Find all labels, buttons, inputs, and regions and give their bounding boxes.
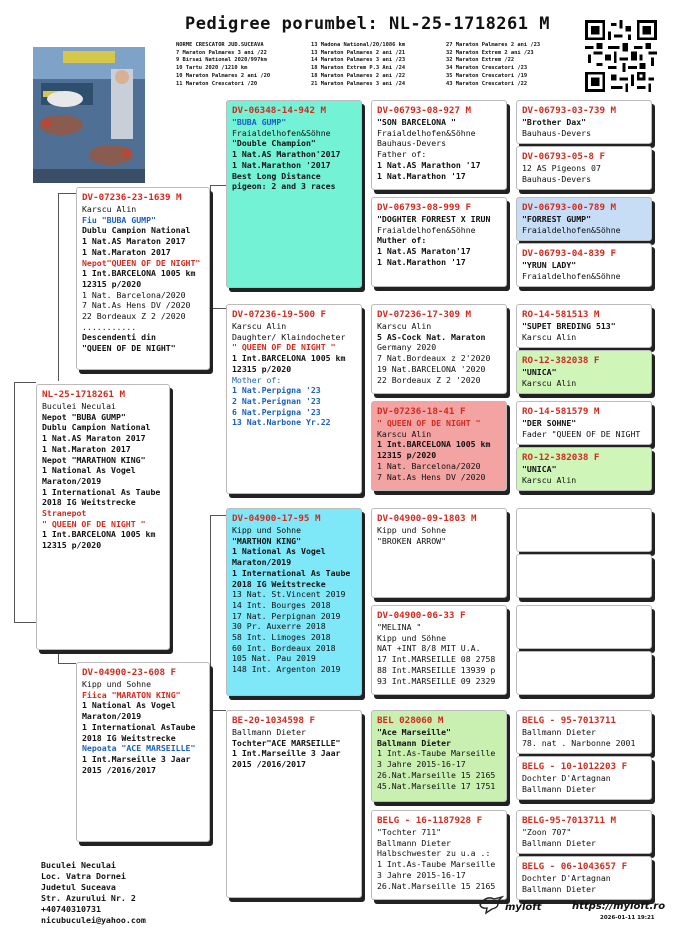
card-line: 13 Nat. St.Vincent 2019 — [232, 589, 346, 600]
card-line: 1 International AsTaube — [82, 721, 196, 732]
card-line: Karscu Alin — [522, 474, 577, 485]
results-cell: 13 Maraton Palmares 2 ani /21 — [311, 49, 406, 56]
footer-line: Loc. Vatra Dornei — [41, 871, 126, 881]
results-cell: 10 Tartu 2020 /1210 km — [176, 65, 248, 72]
card-line: 2018 IG Weitstrecke — [232, 578, 326, 589]
card-line: 2018 IG Weitstrecke — [82, 732, 176, 743]
card-line: 1 Int.Marseille 3 Jaar — [82, 753, 191, 764]
card-line: 26.Nat.Marseille 15 2165 — [377, 880, 496, 891]
card-line: " QUEEN OF DE NIGHT " — [42, 518, 146, 529]
ring-number: RO-14-581513 M — [522, 309, 600, 320]
card-g8[interactable] — [516, 447, 652, 491]
card-line: 26.Nat.Marseille 15 2165 — [377, 769, 496, 780]
card-line: Nepot "MARATHON KING" — [42, 454, 146, 465]
card-line: ........... — [82, 321, 137, 332]
results-table — [176, 42, 581, 88]
card-line: Best Long Distance — [232, 170, 321, 181]
card-line: Mother of: — [232, 374, 282, 385]
ring-number: BELG - 95-7013711 — [522, 715, 617, 726]
card-line: Nepot"QUEEN OF DE NIGHT" — [82, 257, 201, 268]
card-line: Descendenti din — [82, 332, 156, 343]
card-line: Nepoata "ACE MARSEILLE" — [82, 743, 196, 754]
card-g11[interactable] — [516, 605, 652, 649]
card-line: Bauhaus-Devers — [522, 173, 592, 184]
ring-number: DV-07236-23-1639 M — [82, 192, 182, 203]
card-line: Ballmann Dieter — [377, 737, 451, 748]
card-line: 7 Nat.As Hens DV /2020 — [377, 471, 486, 482]
card-line: 93 Int.MARSEILLE 09 2329 — [377, 675, 496, 686]
card-line: 1 Nat.AS Maraton'17 — [377, 246, 471, 257]
results-row — [176, 73, 581, 81]
ring-number: DV-06793-08-999 F — [377, 202, 472, 213]
results-cell: 35 Maraton Crescatori /19 — [446, 72, 528, 79]
card-line: Karscu Alin — [377, 428, 432, 439]
ring-number: BELG - 06-1043657 F — [522, 861, 628, 872]
card-line: pigeon: 2 and 3 races — [232, 181, 336, 192]
results-cell: 18 Maraton Extrem P.3 Ani /24 — [311, 65, 406, 72]
card-sire[interactable] — [76, 187, 210, 370]
card-g15[interactable] — [516, 810, 652, 854]
results-row — [176, 81, 581, 89]
card-line: Fiu "BUBA GUMP" — [82, 214, 156, 225]
card-sdd[interactable] — [371, 401, 507, 491]
card-line: "Tochter 711" — [377, 827, 442, 837]
card-line: "UNICA" — [522, 464, 557, 474]
footer-line: Buculei Neculai — [41, 860, 116, 870]
site-url[interactable]: https://myloft.ro — [572, 901, 666, 912]
card-line: Daughter/ Klaindocheter — [232, 331, 346, 342]
card-line: " QUEEN OF DE NIGHT " — [377, 418, 481, 428]
card-line: 1 Nat.Perpigna '23 — [232, 385, 321, 396]
card-line: 12 AS Pigeons 07 — [522, 163, 601, 173]
card-line: Dublu Campion National — [42, 422, 151, 433]
connector-line — [210, 710, 226, 711]
card-line: Ballmann Dieter — [522, 837, 596, 848]
card-line: Karscu Alin — [522, 331, 577, 342]
card-line: "QUEEN OF DE NIGHT" — [82, 343, 176, 354]
card-line: 3 Jahre 2015-16-17 — [377, 869, 466, 880]
card-sire-sire[interactable] — [226, 100, 362, 288]
ring-number: DV-06793-00-789 M — [522, 202, 617, 213]
card-subject[interactable] — [36, 384, 170, 650]
card-line: 2015 /2016/2017 — [232, 759, 306, 770]
card-line: 1 Nat.AS Maraton 2017 — [82, 236, 186, 247]
card-line: Muther of: — [377, 235, 427, 246]
ring-number: RO-12-382038 F — [522, 355, 600, 366]
card-line: 30 Pr. Auxerre 2018 — [232, 621, 326, 632]
connector-line — [210, 515, 211, 710]
card-line: 1 Int.BARCELONA 1005 km — [42, 529, 156, 540]
card-line: Maraton/2019 — [42, 475, 102, 486]
card-line: 3 Jahre 2015-16-17 — [377, 759, 466, 770]
footer-line: nicubuculei@yahoo.com — [41, 915, 146, 925]
results-row — [176, 57, 581, 65]
card-line: Dochter D'Artagnan — [522, 773, 611, 783]
card-g1[interactable] — [516, 100, 652, 144]
ring-number: NL-25-1718261 M — [42, 389, 125, 400]
card-line: 7 Nat.As Hens DV /2020 — [82, 300, 191, 311]
card-ddd[interactable] — [371, 810, 507, 900]
card-line: 14 Int. Bourges 2018 — [232, 599, 331, 610]
ring-number: DV-07236-19-500 F — [232, 309, 327, 320]
footer-line: Str. Azurului Nr. 2 — [41, 893, 136, 903]
card-line: Karscu Alin — [232, 321, 287, 331]
connector-line — [210, 185, 226, 186]
card-line: 58 Int. Limoges 2018 — [232, 632, 331, 643]
card-line: Ballmann Dieter — [377, 837, 451, 848]
card-line: Dochter D'Artagnan — [522, 873, 611, 883]
card-line: 1 Nat.Marathon '17 — [377, 170, 466, 181]
card-line: "Zoon 707" — [522, 827, 572, 837]
results-cell: 10 Maraton Palmares 2 ani /20 — [176, 72, 271, 79]
card-dss[interactable] — [371, 508, 507, 598]
connector-line — [14, 382, 15, 622]
ring-number: DV-07236-17-309 M — [377, 309, 472, 320]
card-line: 1 Nat.Maraton 2017 — [82, 246, 171, 257]
card-line: Karscu Alin — [377, 321, 432, 331]
ring-number: DV-06793-03-739 M — [522, 105, 617, 116]
card-line: "FORREST GUMP" — [522, 214, 592, 224]
card-line: Ballmann Dieter — [232, 727, 306, 737]
results-cell: NORME CRESCATOR JUD.SUCEAVA — [176, 42, 264, 48]
card-line: 1 Nat.Marathon '17 — [377, 256, 466, 267]
card-g7[interactable] — [516, 401, 652, 445]
ring-number: BELG-95-7013711 M — [522, 815, 617, 826]
ring-number: DV-04900-17-95 M — [232, 513, 321, 524]
card-line: "DOGHTER FORREST X IRUN — [377, 214, 491, 224]
card-g4[interactable] — [516, 243, 652, 287]
results-row — [176, 50, 581, 58]
card-line: Fraialdelhofen&Söhne — [522, 224, 621, 235]
ring-number: DV-04900-06-33 F — [377, 610, 466, 621]
card-line: "DER SOHNE" — [522, 418, 577, 428]
card-line: 1 Int.BARCELONA 1005 km — [377, 439, 491, 450]
card-line: Fraialdelhofen&Söhne — [522, 270, 621, 281]
card-line: "Double Champion" — [232, 138, 316, 149]
results-cell: 43 Maraton Crescatori /22 — [446, 80, 528, 87]
results-cell: 18 Maraton Palmares 2 ani /22 — [311, 72, 406, 79]
card-line: Stranepot — [42, 508, 87, 519]
card-line: "SUPET BREDING 513" — [522, 321, 616, 331]
ring-number: RO-12-382038 F — [522, 452, 600, 463]
card-line: Ballmann Dieter — [522, 783, 596, 794]
card-line: 22 Bordeaux Z 2 '2020 — [377, 374, 481, 385]
qr-code-icon — [585, 20, 657, 92]
card-line: 17 Int.MARSEILLE 08 2758 — [377, 654, 496, 665]
ring-number: DV-04900-09-1803 M — [377, 513, 477, 524]
connector-line — [14, 382, 36, 383]
card-g16[interactable] — [516, 856, 652, 900]
card-line: 2015 /2016/2017 — [82, 764, 156, 775]
card-line: 60 Int. Bordeaux 2018 — [232, 642, 336, 653]
card-line: Ballmann Dieter — [522, 883, 596, 894]
card-line: 78. nat . Narbonne 2001 — [522, 737, 636, 748]
brand-name: myloft — [505, 902, 542, 913]
card-dsd[interactable] — [371, 605, 507, 695]
card-line: 1 Int.As-Taube Marseille — [377, 859, 496, 870]
ring-number: DV-06793-05-8 F — [522, 151, 605, 162]
ring-number: DV-07236-18-41 F — [377, 406, 466, 417]
card-line: 12315 p/2020 — [377, 450, 437, 461]
card-line: 17 Nat. Perpignan 2019 — [232, 610, 341, 621]
card-line: NAT +INT 8/8 MIT U.A. — [377, 643, 481, 654]
card-line: 1 Nat.AS Marathon '17 — [377, 159, 481, 170]
card-line: Dublu Campion National — [82, 225, 191, 236]
card-line: 148 Int. Argenton 2019 — [232, 664, 341, 675]
card-line: Fraialdelhofen&Söhne — [377, 127, 476, 138]
pigeon-logo-icon — [478, 893, 504, 915]
card-line: 22 Bordeaux Z 2 /2020 — [82, 311, 186, 322]
card-line: "YRUN LADY" — [522, 260, 577, 270]
footer-line: Judetul Suceava — [41, 882, 116, 892]
card-line: "BROKEN ARROW" — [377, 535, 447, 546]
card-sds[interactable] — [371, 304, 507, 394]
card-line: Nepot "BUBA GUMP" — [42, 411, 126, 422]
card-line: 1 National As Vogel — [232, 546, 326, 557]
card-line: 1 Nat.Maraton 2017 — [42, 443, 131, 454]
card-line: 2 Nat.Perignan '23 — [232, 395, 321, 406]
ring-number: BE-20-1034598 F — [232, 715, 315, 726]
results-cell: 34 Maraton Crescatori /23 — [446, 65, 528, 72]
card-line: 1 Nat.AS Maraton 2017 — [42, 433, 146, 444]
card-line: Kipp und Söhne — [377, 632, 447, 643]
breeder-address — [41, 860, 146, 926]
card-line: 12315 p/2020 — [82, 278, 142, 289]
ring-number: BELG - 16-1187928 F — [377, 815, 483, 826]
card-line: 105 Nat. Pau 2019 — [232, 653, 316, 664]
card-line: Bauhaus-Devers — [377, 138, 447, 149]
card-line: "Brother Dax" — [522, 117, 587, 127]
card-dam-sire[interactable] — [226, 508, 362, 696]
card-line: Kipp und Sohne — [232, 525, 302, 535]
card-line: 1 International As Taube — [42, 486, 161, 497]
connector-line — [210, 308, 226, 309]
card-line: " QUEEN OF DE NIGHT " — [232, 342, 336, 353]
card-dam[interactable] — [76, 662, 210, 842]
card-sss[interactable] — [371, 100, 507, 190]
results-cell: 13 Madona National/20/1086 km — [311, 42, 406, 48]
connector-line — [14, 622, 36, 623]
card-g14[interactable] — [516, 756, 652, 800]
pigeon-photo — [33, 47, 145, 183]
card-line: Karscu Alin — [82, 204, 137, 214]
card-line: 2018 IG Weitstrecke — [42, 497, 136, 508]
card-g2[interactable] — [516, 146, 652, 190]
card-line: 1 Nat.AS Marathon'2017 — [232, 149, 341, 160]
ring-number: BEL 028060 M — [377, 715, 444, 726]
card-line: 1 Int.As-Taube Marseille — [377, 748, 496, 759]
connector-line — [58, 193, 76, 194]
results-cell: 7 Maraton Palmares 3 ani /22 — [176, 49, 267, 56]
card-line: 1 Nat. Barcelona/2020 — [82, 289, 186, 300]
card-g13[interactable] — [516, 710, 652, 754]
card-sire-dam[interactable] — [226, 304, 362, 494]
card-g5[interactable] — [516, 304, 652, 348]
results-cell: 11 Maraton Crescatori /20 — [176, 80, 258, 87]
card-line: 5 AS-Cock Nat. Maraton — [377, 331, 486, 342]
card-line: Maraton/2019 — [232, 557, 292, 568]
card-line: 45.Nat.Marseille 17 1751 — [377, 780, 496, 791]
card-g3[interactable] — [516, 197, 652, 241]
card-line: Germany 2020 — [377, 342, 437, 353]
ring-number: RO-14-581579 M — [522, 406, 600, 417]
connector-line — [58, 193, 59, 381]
card-line: 12315 p/2020 — [42, 540, 102, 551]
connector-line — [58, 663, 76, 664]
card-line: 12315 p/2020 — [232, 363, 292, 374]
footer-line: +40740310731 — [41, 904, 101, 914]
ring-number: DV-06348-14-942 M — [232, 105, 327, 116]
card-dam-dam[interactable] — [226, 710, 362, 898]
card-line: Buculei Neculai — [42, 401, 116, 411]
card-line: "MARTHON KING" — [232, 535, 302, 546]
results-cell: 14 Maraton Palmares 3 ani /23 — [311, 57, 406, 64]
card-line: 19 Nat.BARCELONA '2020 — [377, 363, 486, 374]
card-line: "MELINA " — [377, 622, 422, 632]
results-cell: 9 Birsai National 2020/997km — [176, 57, 267, 64]
card-line: 7 Nat.Bordeaux z 2'2020 — [377, 353, 491, 364]
card-line: Kipp und Sohne — [82, 679, 152, 689]
card-g6[interactable] — [516, 350, 652, 394]
card-line: Tochter"ACE MARSEILLE" — [232, 737, 341, 748]
results-cell: 32 Maraton Extrem /22 — [446, 57, 515, 64]
card-line: Kipp und Sohne — [377, 525, 447, 535]
card-g9[interactable] — [516, 508, 652, 552]
card-line: "Ace Marseille" — [377, 727, 451, 737]
card-line: 1 International As Taube — [232, 567, 351, 578]
card-line: 1 Int.BARCELONA 1005 km — [82, 268, 196, 279]
card-line: "UNICA" — [522, 367, 557, 377]
card-line: 1 Int.Marseille 3 Jaar — [232, 748, 341, 759]
results-cell: 21 Maraton Palmares 3 ani /24 — [311, 80, 406, 87]
card-line: Fraialdelhofen&Söhne — [377, 224, 476, 235]
card-line: Fader "QUEEN OF DE NIGHT — [522, 428, 641, 439]
card-line: Fiica "MARATON KING" — [82, 689, 181, 700]
card-line: Karscu Alin — [522, 377, 577, 388]
card-line: Fraialdelhofen&Söhne — [232, 127, 331, 138]
card-g10[interactable] — [516, 554, 652, 598]
card-line: Bauhaus-Devers — [522, 127, 592, 138]
card-line: "SON BARCELONA " — [377, 117, 456, 127]
results-cell: 32 Maraton Extrem 2 ani /23 — [446, 49, 534, 56]
card-line: 1 Nat.Marathon '2017 — [232, 159, 331, 170]
card-line: Ballmann Dieter — [522, 727, 596, 737]
card-line: 1 National As Vogel — [82, 700, 176, 711]
card-g12[interactable] — [516, 651, 652, 695]
card-line: 1 Nat. Barcelona/2020 — [377, 460, 481, 471]
ring-number: DV-04900-23-608 F — [82, 667, 177, 678]
results-row — [176, 42, 581, 50]
print-date: 2026-01-11 19:21 — [600, 915, 655, 921]
results-row — [176, 65, 581, 73]
card-line: 1 Int.BARCELONA 1005 km — [232, 353, 346, 364]
card-line: Father of: — [377, 149, 427, 160]
connector-line — [210, 185, 211, 308]
results-cell: 27 Maraton Palmares 2 ani /23 — [446, 42, 541, 48]
card-ssd[interactable] — [371, 197, 507, 287]
card-line: 6 Nat.Perpigna '23 — [232, 406, 321, 417]
card-line: Maraton/2019 — [82, 711, 142, 722]
card-dds[interactable] — [371, 710, 507, 802]
card-line: 13 Nat.Narbone Yr.22 — [232, 417, 331, 428]
connector-line — [58, 648, 59, 663]
ring-number: BELG - 10-1012203 F — [522, 761, 628, 772]
connector-line — [210, 515, 226, 516]
ring-number: DV-06793-08-927 M — [377, 105, 472, 116]
page-title: Pedigree porumbel: NL-25-1718261 M — [185, 14, 550, 34]
card-line: "BUBA GUMP" — [232, 117, 287, 127]
card-line: Halbschwester zu u.a .: — [377, 848, 491, 859]
card-line: 88 Int.MARSEILLE 13939 p — [377, 664, 496, 675]
ring-number: DV-06793-04-839 F — [522, 248, 617, 259]
card-line: 1 National As Vogel — [42, 465, 136, 476]
